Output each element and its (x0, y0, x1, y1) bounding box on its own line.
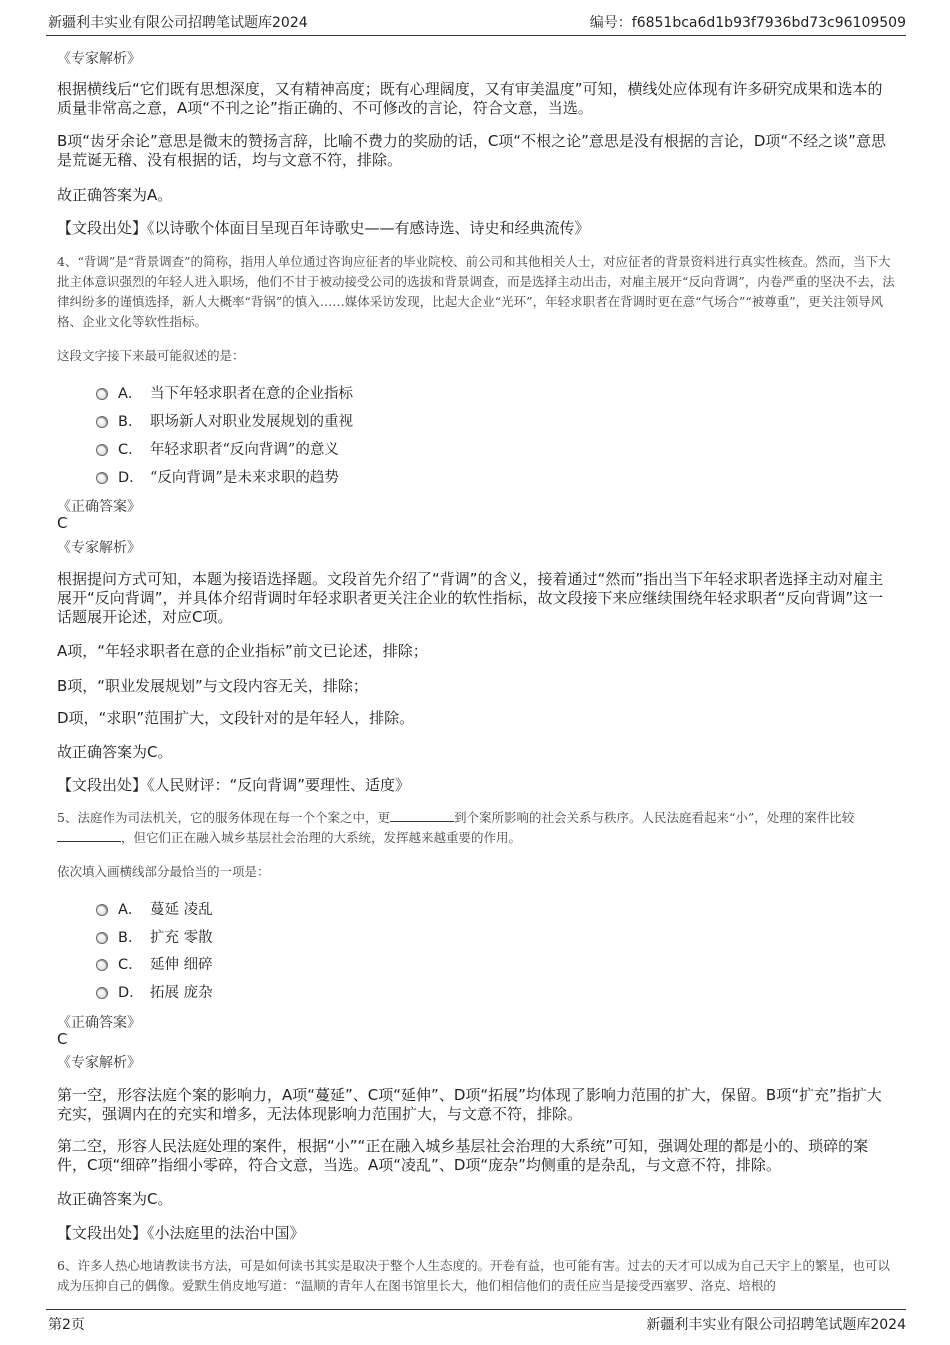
radio-button-icon[interactable] (96, 987, 108, 999)
expert-analysis-label: 《专家解析》 (57, 540, 141, 556)
radio-button-icon[interactable] (96, 904, 108, 916)
header-title: 新疆利丰实业有限公司招聘笔试题库2024 (48, 15, 308, 31)
correct-answer-statement: 故正确答案为C。 (57, 743, 173, 761)
expert-analysis-label: 《专家解析》 (57, 1055, 141, 1071)
option-a[interactable]: A． 当下年轻求职者在意的企业指标 (96, 382, 353, 402)
correct-answer-statement: 故正确答案为C。 (57, 1190, 173, 1208)
page-number: 第2页 (48, 1317, 85, 1333)
header-divider (46, 35, 906, 36)
question-prompt: 这段文字接下来最可能叙述的是： (57, 348, 245, 363)
option-a[interactable]: A． 蔓延 凌乱 (96, 898, 213, 918)
analysis-paragraph: B项“齿牙余论”意思是微末的赞扬言辞，比喻不费力的奖励的话，C项“不根之论”意思是没有根据的言论，D项“不经之谈”意思是荒诞无稽、没有根据的话，均与文意不符，排除。 (57, 132, 886, 169)
radio-button-icon[interactable] (96, 932, 108, 944)
analysis-paragraph: 根据提问方式可知，本题为接语选择题。文段首先介绍了“背调”的含义，接着通过“然而”指出当下年轻求职者选择主动对雇主展开“反向背调”，并具体介绍背调时年轻求职者更关注企业的软性指标，故文段接下来应继续围绕年轻求职者“反向背调”这一话题展开论述，对应C项。 (57, 570, 884, 626)
question-stem: 4、“背调”是“背景调查”的简称，指用人单位通过咨询应征者的毕业院校、前公司和其他相关人士，对应征者的背景资料进行真实性核查。然而，当下大批主体意识强烈的年轻人进入职场，他们不甘于被动接受公司的选拔和背景调查，而是选择主动出击，对雇主展开“反向背调”，内卷严重的坚决不去，法律纠纷多的谨慎选择，新人大概率“背锅”的慎入……媒体采访发现，比起大企业“光环”，年轻求职者在背调时更在意“气场合”“被尊重”，更关注领导风格、企业文化等软性指标。 (57, 254, 895, 329)
option-c[interactable]: C． 延伸 细碎 (96, 953, 213, 973)
document-id: 编号：f6851bca6d1b93f7936bd73c96109509 (589, 15, 906, 31)
fill-blank (390, 809, 454, 822)
analysis-paragraph: 第二空，形容人民法庭处理的案件，根据“小”“正在融入城乡基层社会治理的大系统”可知，强调处理的都是小的、琐碎的案件，C项“细碎”指细小零碎，符合文意，当选。A项“凌乱”、D项“庞杂”均侧重的是杂乱，与文意不符，排除。 (57, 1137, 869, 1174)
option-c[interactable]: C． 年轻求职者“反向背调”的意义 (96, 438, 339, 458)
option-b[interactable]: B． 职场新人对职业发展规划的重视 (96, 410, 353, 430)
correct-answer-label: 《正确答案》 (57, 499, 141, 515)
source-citation: 【文段出处】《以诗歌个体面目呈现百年诗歌史——有感诗选、诗史和经典流传》 (57, 219, 590, 237)
analysis-paragraph: A项，“年轻求职者在意的企业指标”前文已论述，排除； (57, 642, 428, 660)
correct-answer-statement: 故正确答案为A。 (57, 186, 173, 204)
question-stem: 6、许多人热心地请教读书方法，可是如何读书其实是取决于整个人生态度的。开卷有益，也可能有害。过去的天才可以成为自己天宇上的繁星，也可以成为压抑自己的偶像。爱默生俏皮地写道：“温顺的青年人在图书馆里长大，他们相信他们的责任应当是接受西塞罗、洛克、培根的 (57, 1258, 890, 1293)
footer-divider (46, 1309, 906, 1310)
radio-button-icon[interactable] (96, 388, 108, 400)
expert-analysis-label: 《专家解析》 (57, 51, 141, 67)
radio-button-icon[interactable] (96, 416, 108, 428)
option-b[interactable]: B． 扩充 零散 (96, 926, 213, 946)
source-citation: 【文段出处】《小法庭里的法治中国》 (57, 1224, 305, 1242)
option-d[interactable]: D． “反向背调”是未来求职的趋势 (96, 466, 339, 486)
option-d[interactable]: D． 拓展 庞杂 (96, 981, 213, 1001)
question-stem: 5、法庭作为司法机关，它的服务体现在每一个个案之中，更 到个案所影响的社会关系与秩序。人民法庭看起来“小”，处理的案件比较，但它们正在融入城乡基层社会治理的大系统，发挥越来越重要的作用。 (57, 810, 855, 845)
source-citation: 【文段出处】《人民财评：“反向背调”要理性、适度》 (57, 776, 411, 794)
analysis-paragraph: 第一空，形容法庭个案的影响力，A项“蔓延”、C项“延伸”、D项“拓展”均体现了影响力范围的扩大，保留。B项“扩充”指扩大充实，强调内在的充实和增多，无法体现影响力范围扩大，与文意不符，排除。 (57, 1086, 882, 1123)
correct-answer-value: C (57, 1030, 68, 1048)
analysis-paragraph: B项，“职业发展规划”与文段内容无关，排除； (57, 677, 368, 695)
radio-button-icon[interactable] (96, 444, 108, 456)
radio-button-icon[interactable] (96, 472, 108, 484)
footer-title: 新疆利丰实业有限公司招聘笔试题库2024 (646, 1317, 906, 1333)
radio-button-icon[interactable] (96, 959, 108, 971)
correct-answer-label: 《正确答案》 (57, 1015, 141, 1031)
analysis-paragraph: 根据横线后“它们既有思想深度，又有精神高度；既有心理阔度，又有审美温度”可知，横线处应体现有许多研究成果和选本的质量非常高之意，A项“不刊之论”指正确的、不可修改的言论，符合文意，当选。 (57, 80, 883, 117)
question-prompt: 依次填入画横线部分最恰当的一项是： (57, 864, 270, 879)
analysis-paragraph: D项，“求职”范围扩大，文段针对的是年轻人，排除。 (57, 709, 415, 727)
fill-blank (57, 829, 121, 842)
correct-answer-value: C (57, 514, 68, 532)
